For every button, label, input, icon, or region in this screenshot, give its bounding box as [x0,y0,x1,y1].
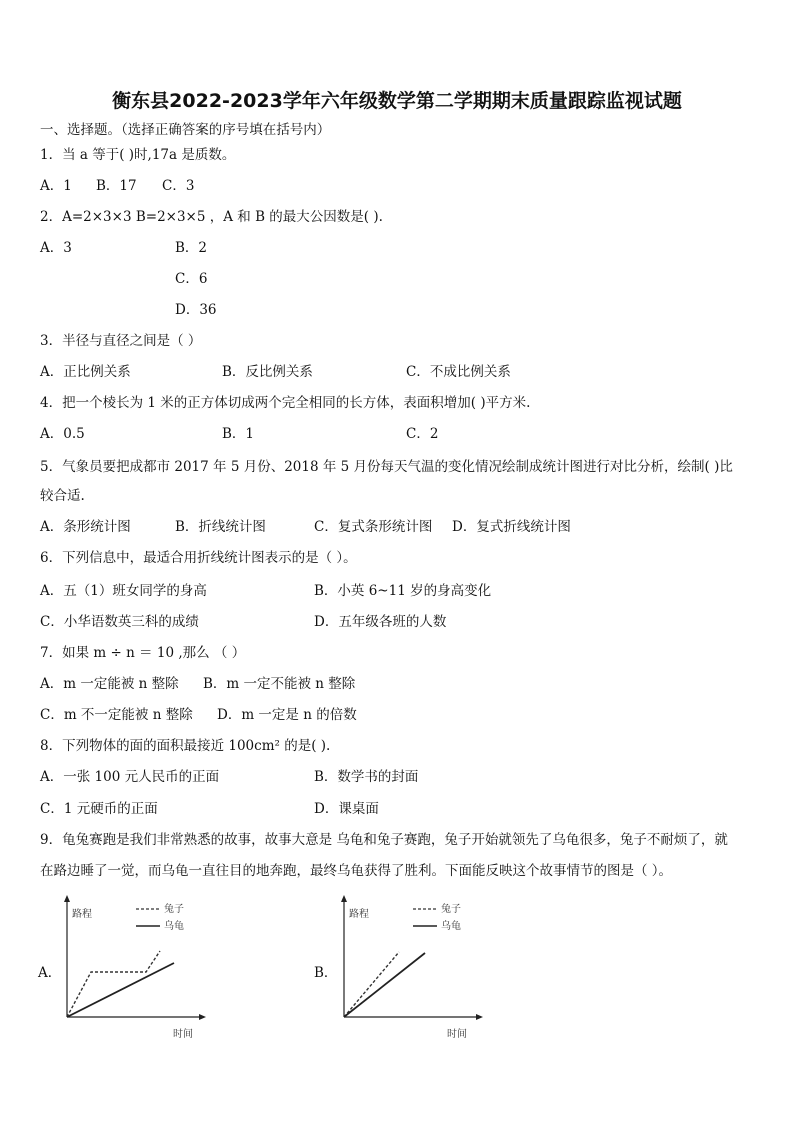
q9-option-a[interactable]: A． [38,965,62,981]
q4-option-c[interactable]: C．2 [406,426,439,442]
question-2: 2．A=2×3×3 B=2×3×5 ，A 和 B 的最大公因数是( ). [40,209,383,225]
q5-option-c[interactable]: C．复式条形统计图 [314,519,433,535]
question-8: 8．下列物体的面的面积最接近 100cm² 的是( ). [40,738,331,754]
graph-b-y-arrow [341,895,347,902]
q7-option-b[interactable]: B．m 一定不能被 n 整除 [203,676,356,692]
graph-a-y-arrow [64,895,70,902]
q4-option-b[interactable]: B．1 [222,426,255,442]
q7-option-c[interactable]: C．m 不一定能被 n 整除 [40,707,193,723]
q4-option-a[interactable]: A．0.5 [40,426,85,442]
q9-option-b[interactable]: B． [314,965,338,981]
q3-option-c[interactable]: C．不成比例关系 [406,364,511,380]
graph-a-x-label: 时间 [173,1029,193,1040]
q1-option-a[interactable]: A．1 [40,178,72,194]
q6-option-c[interactable]: C．小华语数英三科的成绩 [40,614,199,630]
q8-option-a[interactable]: A．一张 100 元人民币的正面 [40,769,220,785]
q7-option-d[interactable]: D．m 一定是 n 的倍数 [217,707,357,723]
q6-option-a[interactable]: A．五（1）班女同学的身高 [40,583,207,599]
q8-option-d[interactable]: D．课桌面 [314,801,379,817]
question-9-cont: 在路边睡了一觉，而乌龟一直往目的地奔跑，最终乌龟获得了胜利。下面能反映这个故事情节的图是（ ）。 [40,863,673,879]
q2-option-b[interactable]: B．2 [175,240,208,256]
q5-option-d[interactable]: D．复式折线统计图 [452,519,571,535]
graph-a-x-arrow [199,1014,206,1020]
graph-a-y-label: 路程 [72,909,92,920]
q7-option-a[interactable]: A．m 一定能被 n 整除 [40,676,179,692]
graph-b-legend-rabbit: 兔子 [441,904,461,915]
q3-option-b[interactable]: B．反比例关系 [222,364,313,380]
graph-b-x-label: 时间 [447,1029,467,1040]
graph-b-turtle-line [344,953,425,1017]
graph-b-legend-turtle: 乌龟 [441,921,461,932]
question-6: 6．下列信息中，最适合用折线统计图表示的是（ ）。 [40,550,357,566]
graph-a-rabbit-line [67,951,160,1017]
q5-option-b[interactable]: B．折线统计图 [175,519,266,535]
q2-option-c[interactable]: C．6 [175,271,208,287]
graph-a-legend-turtle: 乌龟 [164,921,184,932]
question-9: 9．龟兔赛跑是我们非常熟悉的故事，故事大意是 乌龟和兔子赛跑，兔子开始就领先了乌龟很多，兔子不耐烦了，就 [40,832,728,848]
q2-option-a[interactable]: A．3 [40,240,72,256]
q6-option-b[interactable]: B．小英 6~11 岁的身高变化 [314,583,492,599]
q1-option-b[interactable]: B．17 [96,178,137,194]
graph-b-rabbit-line [344,952,399,1017]
question-3: 3．半径与直径之间是（ ） [40,333,202,349]
q2-option-d[interactable]: D．36 [175,302,217,318]
q6-option-d[interactable]: D．五年级各班的人数 [314,614,447,630]
page-title: 衡东县2022-2023学年六年级数学第二学期期末质量跟踪监视试题 [112,90,682,112]
q5-option-a[interactable]: A．条形统计图 [40,519,131,535]
question-1: 1．当 a 等于( )时,17a 是质数。 [40,147,236,163]
question-4: 4．把一个棱长为 1 米的正方体切成两个完全相同的长方体，表面积增加( )平方米. [40,395,531,411]
graph-a-turtle-line [67,963,174,1017]
q8-option-b[interactable]: B．数学书的封面 [314,769,419,785]
q3-option-a[interactable]: A．正比例关系 [40,364,131,380]
question-5: 5．气象员要把成都市 2017 年 5 月份、2018 年 5 月份每天气温的变化情况绘制成统计图进行对比分析，绘制( )比 [40,459,733,475]
graph-b [333,895,483,1045]
graph-a [56,895,206,1045]
question-5-cont: 较合适. [40,488,85,504]
question-7: 7．如果 m ÷ n ＝ 10 ,那么 （ ） [40,645,246,661]
q8-option-c[interactable]: C．1 元硬币的正面 [40,801,158,817]
graph-b-x-arrow [476,1014,483,1020]
graph-b-y-label: 路程 [349,909,369,920]
graph-a-legend-rabbit: 兔子 [164,904,184,915]
q1-option-c[interactable]: C．3 [162,178,195,194]
section-heading: 一、选择题。（选择正确答案的序号填在括号内） [40,122,331,138]
